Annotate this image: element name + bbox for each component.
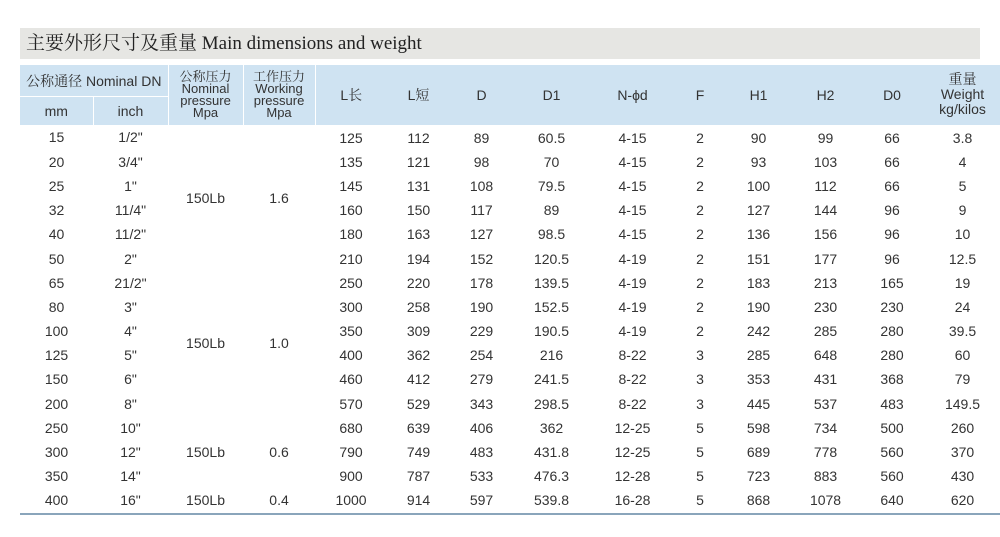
cell-h2: 537 <box>813 395 838 412</box>
cell-d0: 560 <box>880 468 904 485</box>
cell-inch: 21/2" <box>114 274 147 291</box>
header-working-pressure-en1: Working <box>255 80 303 96</box>
cell-working-pressure: 0.6 <box>269 444 289 461</box>
cell-l-long: 160 <box>339 202 363 219</box>
cell-h1: 190 <box>746 298 771 315</box>
cell-l-short: 220 <box>406 274 431 291</box>
header-nominal-pressure-unit: Mpa <box>192 104 219 120</box>
cell-f: 2 <box>696 250 704 267</box>
cell-d: 117 <box>470 202 493 219</box>
cell-h1: 285 <box>746 347 771 364</box>
header-nominal-pressure-en1: Nominal <box>181 80 230 96</box>
table-body <box>20 125 1000 514</box>
cell-d1: 79.5 <box>537 177 566 194</box>
cell-d1: 98.5 <box>537 226 566 243</box>
cell-d1: 216 <box>539 347 564 364</box>
cell-l-short: 362 <box>406 347 431 364</box>
cell-d1: 362 <box>539 419 564 436</box>
cell-working-pressure: 1.6 <box>269 190 289 207</box>
cell-h2: 99 <box>817 129 834 146</box>
cell-l-long: 400 <box>339 347 363 364</box>
cell-mm: 20 <box>48 153 65 170</box>
cell-h1: 353 <box>746 371 771 388</box>
cell-f: 2 <box>696 298 704 315</box>
cell-l-short: 194 <box>406 250 431 267</box>
cell-h2: 112 <box>814 177 837 194</box>
cell-weight: 149.5 <box>944 395 981 412</box>
cell-l-long: 570 <box>339 395 363 412</box>
cell-mm: 65 <box>48 274 65 291</box>
cell-l-long: 900 <box>339 468 363 485</box>
cell-l-short: 121 <box>406 153 431 170</box>
cell-inch: 3" <box>124 298 137 315</box>
cell-mm: 250 <box>44 419 69 436</box>
table-row <box>20 488 1000 513</box>
cell-n-phi-d: 16-28 <box>590 488 675 513</box>
cell-n-phi-d: 4-19 <box>618 298 647 315</box>
cell-n-phi-d: 8-22 <box>618 395 647 412</box>
cell-d0: 500 <box>880 419 904 436</box>
cell-mm: 100 <box>44 323 69 340</box>
cell-d0: 368 <box>880 371 904 388</box>
cell-mm: 350 <box>44 468 69 485</box>
table-row <box>20 440 1000 464</box>
cell-nominal-pressure: 150Lb <box>186 444 225 461</box>
cell-f: 3 <box>696 371 704 388</box>
cell-mm: 200 <box>44 395 69 412</box>
cell-inch: 11/4" <box>114 202 147 219</box>
cell-d: 229 <box>469 323 494 340</box>
header-mm: mm <box>20 97 93 126</box>
cell-inch: 2" <box>124 250 137 267</box>
cell-h1: 127 <box>746 202 771 219</box>
cell-h1: 90 <box>750 129 767 146</box>
cell-weight: 3.8 <box>952 129 973 146</box>
table-row <box>20 198 1000 222</box>
cell-working-pressure: 1.0 <box>269 335 289 352</box>
cell-l-short: 914 <box>387 488 450 513</box>
cell-d1: 60.5 <box>537 129 566 146</box>
header-nominal-pressure <box>168 65 243 125</box>
cell-h1: 868 <box>725 488 792 513</box>
cell-h1: 136 <box>746 226 771 243</box>
cell-f: 2 <box>696 274 704 291</box>
cell-inch: 4" <box>124 323 137 340</box>
cell-weight: 430 <box>950 468 975 485</box>
cell-h1: 151 <box>746 250 771 267</box>
cell-n-phi-d: 8-22 <box>618 371 647 388</box>
cell-l-long: 1000 <box>315 488 387 513</box>
cell-n-phi-d: 4-19 <box>618 250 647 267</box>
cell-f: 2 <box>696 323 704 340</box>
cell-inch: 14" <box>120 468 141 485</box>
cell-l-short: 787 <box>406 468 431 485</box>
cell-d: 406 <box>469 419 494 436</box>
header-weight-cn: 重量 <box>948 71 977 88</box>
cell-inch: 8" <box>124 395 137 412</box>
cell-d: 178 <box>469 274 494 291</box>
cell-n-phi-d: 8-22 <box>618 347 647 364</box>
header-l-short: L短 <box>387 65 450 125</box>
cell-inch: 5" <box>124 347 137 364</box>
cell-l-long: 790 <box>339 444 363 461</box>
cell-f: 2 <box>696 226 704 243</box>
table-row <box>20 174 1000 198</box>
header-working-pressure-cn: 工作压力 <box>253 68 306 84</box>
cell-l-short: 412 <box>406 371 431 388</box>
cell-weight: 12.5 <box>948 250 977 267</box>
cell-d: 279 <box>469 371 494 388</box>
cell-h1: 183 <box>746 274 771 291</box>
header-nominal-dn: 公称通径 Nominal DN <box>20 65 168 97</box>
cell-d: 108 <box>469 177 494 194</box>
table-row <box>20 246 1000 270</box>
cell-f: 2 <box>696 177 704 194</box>
table-row <box>20 416 1000 440</box>
cell-mm: 50 <box>48 250 65 267</box>
cell-inch: 12" <box>120 444 141 461</box>
cell-l-short: 309 <box>406 323 431 340</box>
table-row <box>20 367 1000 391</box>
cell-f: 3 <box>696 395 704 412</box>
cell-l-short: 112 <box>407 129 430 146</box>
cell-n-phi-d: 4-15 <box>618 177 647 194</box>
header-h2: H2 <box>792 65 859 125</box>
cell-l-long: 210 <box>339 250 363 267</box>
cell-l-long: 135 <box>339 153 363 170</box>
cell-h2: 230 <box>813 298 838 315</box>
cell-inch: 16" <box>93 488 168 513</box>
cell-d0: 165 <box>880 274 904 291</box>
cell-mm: 32 <box>48 202 65 219</box>
cell-d0: 483 <box>880 395 904 412</box>
cell-h2: 431 <box>813 371 838 388</box>
cell-h1: 100 <box>746 177 771 194</box>
cell-d0: 66 <box>884 177 900 194</box>
cell-f: 5 <box>696 419 704 436</box>
cell-l-long: 125 <box>339 129 363 146</box>
table-row <box>20 222 1000 246</box>
cell-h1: 723 <box>746 468 771 485</box>
cell-d: 127 <box>469 226 494 243</box>
table-row <box>20 295 1000 319</box>
header-n-phi-d: N-ϕd <box>590 65 675 125</box>
cell-h1: 93 <box>750 153 767 170</box>
cell-l-short: 639 <box>406 419 431 436</box>
cell-h1: 445 <box>746 395 771 412</box>
cell-d: 483 <box>469 444 494 461</box>
cell-d0: 560 <box>880 444 904 461</box>
cell-inch: 1" <box>124 177 137 194</box>
header-working-pressure <box>243 65 315 125</box>
cell-d0: 280 <box>880 347 904 364</box>
cell-mm: 300 <box>44 444 69 461</box>
cell-h2: 103 <box>813 153 838 170</box>
cell-l-short: 131 <box>406 177 431 194</box>
cell-n-phi-d: 4-15 <box>618 129 647 146</box>
cell-mm: 125 <box>44 347 69 364</box>
cell-d0: 640 <box>859 488 925 513</box>
header-nominal-pressure-cn: 公称压力 <box>179 68 232 84</box>
cell-h2: 778 <box>813 444 838 461</box>
cell-d: 343 <box>469 395 494 412</box>
cell-d: 597 <box>450 488 513 513</box>
cell-h1: 242 <box>746 323 771 340</box>
cell-mm: 40 <box>48 226 65 243</box>
cell-weight: 620 <box>925 488 1000 513</box>
cell-weight: 60 <box>954 347 971 364</box>
cell-weight: 79 <box>954 371 971 388</box>
cell-weight: 24 <box>954 298 971 315</box>
cell-h2: 144 <box>813 202 838 219</box>
cell-f: 2 <box>696 153 704 170</box>
cell-l-long: 300 <box>339 298 363 315</box>
cell-l-long: 180 <box>339 226 363 243</box>
cell-inch: 3/4" <box>118 153 143 170</box>
cell-mm: 25 <box>48 177 65 194</box>
table-row <box>20 392 1000 416</box>
cell-n-phi-d: 4-19 <box>618 323 647 340</box>
cell-weight: 4 <box>958 153 967 170</box>
cell-d0: 280 <box>880 323 904 340</box>
cell-h2: 177 <box>813 250 838 267</box>
cell-d1: 139.5 <box>533 274 570 291</box>
cell-d1: 241.5 <box>533 371 570 388</box>
header-d1: D1 <box>513 65 590 125</box>
cell-h2: 1078 <box>792 488 859 513</box>
header-l-long: L长 <box>315 65 387 125</box>
header-d: D <box>450 65 513 125</box>
cell-f: 2 <box>696 202 704 219</box>
header-working-pressure-en2: pressure <box>253 92 305 108</box>
cell-l-short: 150 <box>406 202 431 219</box>
table-row <box>20 271 1000 295</box>
dimensions-table <box>20 65 1000 515</box>
cell-weight: 9 <box>958 202 967 219</box>
cell-f: 2 <box>696 129 704 146</box>
cell-d: 98 <box>473 153 490 170</box>
cell-d1: 120.5 <box>533 250 570 267</box>
cell-nominal-pressure: 150Lb <box>186 335 225 352</box>
cell-h2: 734 <box>813 419 838 436</box>
cell-d0: 96 <box>884 202 900 219</box>
cell-d1: 190.5 <box>533 323 570 340</box>
cell-d: 254 <box>469 347 494 364</box>
header-h1: H1 <box>725 65 792 125</box>
header-f: F <box>675 65 725 125</box>
cell-mm: 80 <box>48 298 65 315</box>
cell-h2: 883 <box>813 468 838 485</box>
cell-l-long: 460 <box>339 371 363 388</box>
cell-inch: 11/2" <box>114 226 147 243</box>
cell-n-phi-d: 12-28 <box>614 468 651 485</box>
header-weight-en: Weight <box>940 86 985 103</box>
cell-l-long: 145 <box>339 177 363 194</box>
cell-d: 152 <box>469 250 494 267</box>
cell-f: 5 <box>696 468 704 485</box>
cell-mm: 400 <box>20 488 93 513</box>
cell-working-pressure: 0.4 <box>243 488 315 513</box>
cell-d1: 539.8 <box>513 488 590 513</box>
cell-l-long: 680 <box>339 419 363 436</box>
cell-d1: 476.3 <box>533 468 570 485</box>
cell-mm: 15 <box>48 129 65 146</box>
cell-d: 533 <box>469 468 494 485</box>
table-row <box>20 464 1000 488</box>
table-row <box>20 150 1000 174</box>
cell-d: 89 <box>473 129 490 146</box>
cell-weight: 10 <box>954 226 971 243</box>
cell-h2: 156 <box>813 226 838 243</box>
cell-inch: 10" <box>120 419 141 436</box>
cell-n-phi-d: 12-25 <box>614 419 651 436</box>
cell-d0: 96 <box>884 250 900 267</box>
cell-inch: 6" <box>124 371 137 388</box>
cell-l-long: 350 <box>339 323 363 340</box>
table-row <box>20 125 1000 150</box>
cell-weight: 5 <box>958 177 967 194</box>
cell-d1: 70 <box>543 153 560 170</box>
cell-n-phi-d: 4-15 <box>618 153 647 170</box>
cell-n-phi-d: 4-15 <box>618 202 647 219</box>
cell-f: 3 <box>696 347 704 364</box>
header-weight-unit: kg/kilos <box>939 101 986 118</box>
cell-weight: 260 <box>950 419 975 436</box>
cell-f: 5 <box>696 444 704 461</box>
cell-d0: 66 <box>884 129 900 146</box>
cell-nominal-pressure: 150Lb <box>186 190 225 207</box>
cell-d: 190 <box>469 298 494 315</box>
cell-d1: 431.8 <box>533 444 570 461</box>
page-title: 主要外形尺寸及重量 Main dimensions and weight <box>20 28 980 59</box>
cell-l-short: 258 <box>406 298 431 315</box>
header-inch: inch <box>93 97 168 126</box>
cell-f: 5 <box>675 488 725 513</box>
cell-h2: 648 <box>813 347 838 364</box>
cell-weight: 39.5 <box>948 323 977 340</box>
cell-h2: 285 <box>813 323 838 340</box>
cell-n-phi-d: 12-25 <box>614 444 651 461</box>
table-row <box>20 319 1000 343</box>
cell-inch: 1/2" <box>118 129 143 146</box>
cell-mm: 150 <box>44 371 69 388</box>
table-row <box>20 343 1000 367</box>
cell-d0: 230 <box>880 298 904 315</box>
cell-l-long: 250 <box>339 274 363 291</box>
cell-d1: 152.5 <box>533 298 570 315</box>
cell-h1: 689 <box>746 444 771 461</box>
cell-weight: 19 <box>954 274 971 291</box>
cell-l-short: 529 <box>406 395 431 412</box>
cell-weight: 370 <box>950 444 975 461</box>
cell-d0: 66 <box>884 153 900 170</box>
cell-l-short: 749 <box>406 444 431 461</box>
cell-h2: 213 <box>813 274 838 291</box>
cell-n-phi-d: 4-15 <box>618 226 647 243</box>
cell-h1: 598 <box>746 419 771 436</box>
cell-nominal-pressure: 150Lb <box>168 488 243 513</box>
cell-d0: 96 <box>884 226 900 243</box>
cell-d1: 89 <box>543 202 560 219</box>
cell-d1: 298.5 <box>533 395 570 412</box>
header-weight <box>925 65 1000 125</box>
header-working-pressure-unit: Mpa <box>266 104 292 120</box>
cell-l-short: 163 <box>406 226 431 243</box>
header-d0: D0 <box>859 65 925 125</box>
cell-n-phi-d: 4-19 <box>618 274 647 291</box>
header-nominal-pressure-en2: pressure <box>180 92 231 108</box>
